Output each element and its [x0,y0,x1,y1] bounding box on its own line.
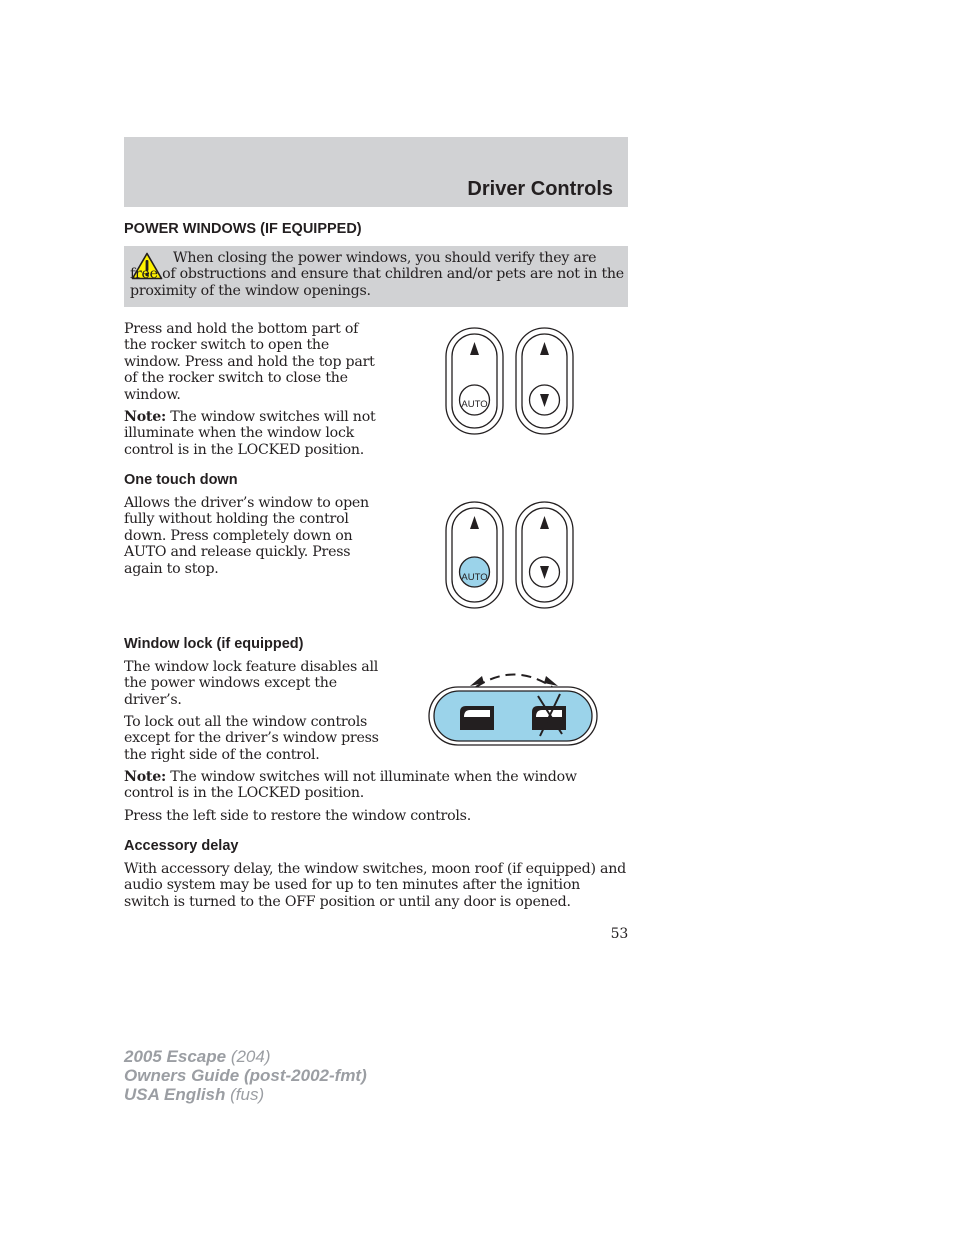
warning-text: When closing the power windows, you should verify they are free of obstructions and ensure that children and/or pets are not in the proximity of the window openings. [130,250,624,299]
window-unlock-icon [460,706,494,730]
footer-line-2: Owners Guide (post-2002-fmt) [124,1066,367,1085]
accessory-delay-title: Accessory delay [124,838,239,854]
note-paragraph [124,409,379,458]
footer [124,1047,367,1104]
note-label: Note: [124,409,166,425]
note-text: The window switches will not illuminate when the window lock control is in the LOCKED position. [124,409,376,458]
note-label: Note: [124,769,166,785]
driver-window-switch [446,502,503,608]
window-lock-paragraph-1: The window lock feature disables all the power windows except the driver’s. [124,659,379,708]
page-number: 53 [610,926,628,942]
footer-line-3: USA English (fus) [124,1085,265,1104]
window-lock-paragraph-3: Press the left side to restore the window controls. [124,808,471,824]
footer-line-1: 2005 Escape (204) [124,1047,271,1066]
one-touch-paragraph: Allows the driver’s window to open fully without holding the control down. Press completely down on AUTO and release quickly. Press again to stop. [124,495,369,577]
section-title: POWER WINDOWS (IF EQUIPPED) [124,221,362,237]
intro-paragraph: Press and hold the bottom part of the rocker switch to open the window. Press and hold the top part of the rocker switch to close the window. [124,321,375,403]
passenger-window-switch [516,328,573,434]
warning-box [124,246,628,307]
window-switch-figure [440,325,580,437]
passenger-window-switch [516,502,573,608]
one-touch-title: One touch down [124,472,238,488]
auto-label: AUTO [461,572,488,583]
window-lock-figure [426,666,600,748]
note-text: The window switches will not illuminate when the window control is in the LOCKED position. [124,769,577,802]
lock-control-button [434,691,592,741]
window-lock-note [124,769,628,802]
window-lock-title: Window lock (if equipped) [124,636,304,652]
auto-label: AUTO [461,399,488,410]
window-lock-paragraph-2: To lock out all the window controls except for the driver’s window press the right side of the control. [124,714,379,763]
header-band [124,137,628,207]
toggle-arrow-icon [476,675,552,688]
driver-window-switch [446,328,503,434]
one-touch-figure [440,499,580,611]
accessory-delay-paragraph: With accessory delay, the window switches, moon roof (if equipped) and audio system may be used for up to ten minutes after the ignition switch is turned to the OFF position or until any door is opened. [124,861,626,910]
chapter-title: Driver Controls [467,178,613,200]
